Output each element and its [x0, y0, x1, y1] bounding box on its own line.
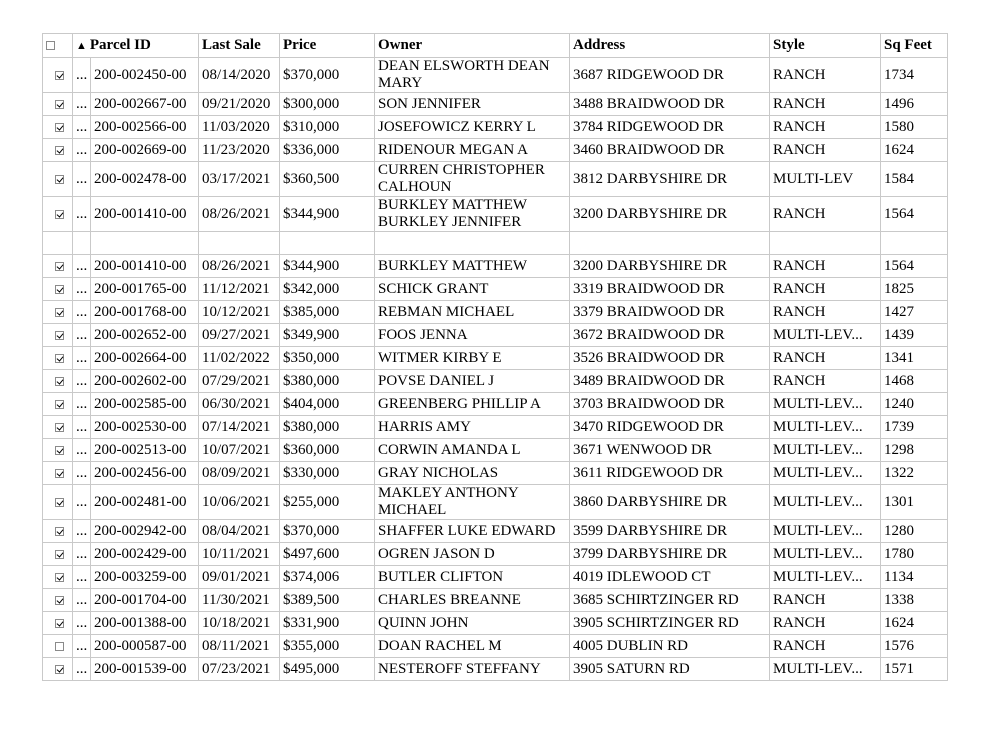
style-cell: MULTI-LEV...	[770, 416, 881, 439]
row-checkbox[interactable]	[55, 210, 64, 219]
row-menu-button[interactable]: ...	[73, 324, 91, 347]
price-cell: $344,900	[280, 255, 375, 278]
sq-feet-cell: 1571	[881, 658, 948, 681]
row-select-cell[interactable]	[43, 439, 73, 462]
owner-cell: SHAFFER LUKE EDWARD	[375, 520, 570, 543]
row-menu-button[interactable]: ...	[73, 93, 91, 116]
row-checkbox[interactable]	[55, 469, 64, 478]
price-cell: $360,000	[280, 439, 375, 462]
last-sale-cell: 09/21/2020	[199, 93, 280, 116]
owner-cell: POVSE DANIEL J	[375, 370, 570, 393]
sq-feet-cell: 1584	[881, 162, 948, 197]
row-menu-button[interactable]: ...	[73, 58, 91, 93]
row-checkbox[interactable]	[55, 550, 64, 559]
sq-feet-cell: 1341	[881, 347, 948, 370]
price-cell: $495,000	[280, 658, 375, 681]
sq-feet-cell: 1134	[881, 566, 948, 589]
row-checkbox[interactable]	[55, 377, 64, 386]
style-cell: RANCH	[770, 278, 881, 301]
style-cell: MULTI-LEV	[770, 162, 881, 197]
address-cell: 4005 DUBLIN RD	[570, 635, 770, 658]
row-select-cell[interactable]	[43, 301, 73, 324]
address-cell: 3489 BRAIDWOOD DR	[570, 370, 770, 393]
style-cell: RANCH	[770, 58, 881, 93]
parcel-id-cell: 200-002585-00	[91, 393, 199, 416]
row-checkbox[interactable]	[55, 642, 64, 651]
sq-feet-cell: 1734	[881, 58, 948, 93]
last-sale-cell: 11/23/2020	[199, 139, 280, 162]
owner-cell: BURKLEY MATTHEW BURKLEY JENNIFER	[375, 197, 570, 232]
style-cell: RANCH	[770, 589, 881, 612]
parcel-id-cell: 200-002481-00	[91, 485, 199, 520]
column-header-style[interactable]: Style	[770, 34, 881, 58]
price-cell: $255,000	[280, 485, 375, 520]
row-checkbox[interactable]	[55, 308, 64, 317]
last-sale-cell: 11/02/2022	[199, 347, 280, 370]
empty-cell	[570, 232, 770, 255]
select-all-checkbox[interactable]	[46, 41, 55, 50]
row-checkbox[interactable]	[55, 527, 64, 536]
owner-cell: DOAN RACHEL M	[375, 635, 570, 658]
style-cell: RANCH	[770, 612, 881, 635]
last-sale-cell: 03/17/2021	[199, 162, 280, 197]
owner-cell: RIDENOUR MEGAN A	[375, 139, 570, 162]
row-menu-button[interactable]: ...	[73, 462, 91, 485]
price-cell: $330,000	[280, 462, 375, 485]
parcel-id-cell: 200-002652-00	[91, 324, 199, 347]
row-select-cell[interactable]	[43, 162, 73, 197]
parcel-id-cell: 200-003259-00	[91, 566, 199, 589]
column-header-price[interactable]: Price	[280, 34, 375, 58]
table-row[interactable]	[43, 278, 948, 301]
style-cell: RANCH	[770, 301, 881, 324]
address-cell: 3379 BRAIDWOOD DR	[570, 301, 770, 324]
row-menu-button[interactable]: ...	[73, 393, 91, 416]
last-sale-cell: 10/18/2021	[199, 612, 280, 635]
owner-cell: MAKLEY ANTHONY MICHAEL	[375, 485, 570, 520]
address-cell: 3671 WENWOOD DR	[570, 439, 770, 462]
row-select-cell[interactable]	[43, 612, 73, 635]
owner-cell: GRAY NICHOLAS	[375, 462, 570, 485]
sq-feet-cell: 1496	[881, 93, 948, 116]
last-sale-cell: 09/01/2021	[199, 566, 280, 589]
sq-feet-cell: 1322	[881, 462, 948, 485]
row-menu-button[interactable]: ...	[73, 635, 91, 658]
column-header-owner[interactable]: Owner	[375, 34, 570, 58]
row-checkbox[interactable]	[55, 262, 64, 271]
sq-feet-cell: 1564	[881, 255, 948, 278]
parcel-id-cell: 200-002530-00	[91, 416, 199, 439]
row-menu-button[interactable]: ...	[73, 116, 91, 139]
sq-feet-cell: 1298	[881, 439, 948, 462]
address-cell: 4019 IDLEWOOD CT	[570, 566, 770, 589]
table-row[interactable]	[43, 301, 948, 324]
row-menu-button[interactable]: ...	[73, 139, 91, 162]
row-menu-button[interactable]: ...	[73, 589, 91, 612]
address-cell: 3526 BRAIDWOOD DR	[570, 347, 770, 370]
column-header-parcel-id[interactable]	[73, 34, 199, 58]
table-row[interactable]	[43, 439, 948, 462]
owner-cell: JOSEFOWICZ KERRY L	[375, 116, 570, 139]
style-cell: MULTI-LEV...	[770, 485, 881, 520]
row-select-cell[interactable]	[43, 635, 73, 658]
row-select-cell[interactable]	[43, 520, 73, 543]
last-sale-cell: 07/29/2021	[199, 370, 280, 393]
owner-cell: CURREN CHRISTOPHER CALHOUN	[375, 162, 570, 197]
price-cell: $380,000	[280, 416, 375, 439]
table-row[interactable]	[43, 485, 948, 520]
owner-cell: WITMER KIRBY E	[375, 347, 570, 370]
table-row[interactable]	[43, 658, 948, 681]
row-menu-button[interactable]: ...	[73, 485, 91, 520]
address-cell: 3905 SATURN RD	[570, 658, 770, 681]
row-select-cell[interactable]	[43, 485, 73, 520]
owner-cell: BUTLER CLIFTON	[375, 566, 570, 589]
price-cell: $404,000	[280, 393, 375, 416]
row-checkbox[interactable]	[55, 498, 64, 507]
style-cell: RANCH	[770, 93, 881, 116]
empty-cell	[770, 232, 881, 255]
empty-cell	[280, 232, 375, 255]
parcel-id-cell: 200-002667-00	[91, 93, 199, 116]
address-cell: 3905 SCHIRTZINGER RD	[570, 612, 770, 635]
style-cell: RANCH	[770, 635, 881, 658]
owner-cell: GREENBERG PHILLIP A	[375, 393, 570, 416]
price-cell: $497,600	[280, 543, 375, 566]
address-cell: 3470 RIDGEWOOD DR	[570, 416, 770, 439]
table-row[interactable]	[43, 255, 948, 278]
row-select-cell[interactable]	[43, 139, 73, 162]
row-checkbox[interactable]	[55, 285, 64, 294]
parcel-id-cell: 200-002942-00	[91, 520, 199, 543]
row-checkbox[interactable]	[55, 446, 64, 455]
last-sale-cell: 11/30/2021	[199, 589, 280, 612]
row-checkbox[interactable]	[55, 123, 64, 132]
row-menu-button[interactable]: ...	[73, 658, 91, 681]
parcel-id-cell: 200-002450-00	[91, 58, 199, 93]
parcel-id-cell: 200-001768-00	[91, 301, 199, 324]
owner-cell: NESTEROFF STEFFANY	[375, 658, 570, 681]
row-select-cell[interactable]	[43, 393, 73, 416]
style-cell: MULTI-LEV...	[770, 520, 881, 543]
sq-feet-cell: 1564	[881, 197, 948, 232]
row-menu-button[interactable]: ...	[73, 197, 91, 232]
row-checkbox[interactable]	[55, 400, 64, 409]
address-cell: 3460 BRAIDWOOD DR	[570, 139, 770, 162]
column-header-last-sale[interactable]: Last Sale	[199, 34, 280, 58]
empty-cell	[199, 232, 280, 255]
last-sale-cell: 06/30/2021	[199, 393, 280, 416]
parcel-id-cell: 200-002513-00	[91, 439, 199, 462]
row-select-cell[interactable]	[43, 58, 73, 93]
owner-cell: DEAN ELSWORTH DEAN MARY	[375, 58, 570, 93]
empty-cell	[43, 232, 73, 255]
row-select-cell[interactable]	[43, 197, 73, 232]
price-cell: $370,000	[280, 58, 375, 93]
style-cell: MULTI-LEV...	[770, 393, 881, 416]
last-sale-cell: 11/12/2021	[199, 278, 280, 301]
parcel-id-cell: 200-002456-00	[91, 462, 199, 485]
row-checkbox[interactable]	[55, 71, 64, 80]
last-sale-cell: 08/26/2021	[199, 255, 280, 278]
style-cell: RANCH	[770, 116, 881, 139]
table-row[interactable]	[43, 635, 948, 658]
sq-feet-cell: 1427	[881, 301, 948, 324]
sq-feet-cell: 1624	[881, 139, 948, 162]
row-menu-button[interactable]: ...	[73, 162, 91, 197]
style-cell: MULTI-LEV...	[770, 324, 881, 347]
address-cell: 3812 DARBYSHIRE DR	[570, 162, 770, 197]
price-cell: $336,000	[280, 139, 375, 162]
owner-cell: OGREN JASON D	[375, 543, 570, 566]
row-checkbox[interactable]	[55, 100, 64, 109]
row-menu-button[interactable]: ...	[73, 347, 91, 370]
address-cell: 3687 RIDGEWOOD DR	[570, 58, 770, 93]
row-checkbox[interactable]	[55, 665, 64, 674]
style-cell: MULTI-LEV...	[770, 658, 881, 681]
price-cell: $349,900	[280, 324, 375, 347]
column-header-address[interactable]: Address	[570, 34, 770, 58]
last-sale-cell: 08/09/2021	[199, 462, 280, 485]
sq-feet-cell: 1280	[881, 520, 948, 543]
row-menu-button[interactable]: ...	[73, 543, 91, 566]
sq-feet-cell: 1338	[881, 589, 948, 612]
row-select-cell[interactable]	[43, 416, 73, 439]
parcel-id-cell: 200-001539-00	[91, 658, 199, 681]
sq-feet-cell: 1468	[881, 370, 948, 393]
sq-feet-cell: 1301	[881, 485, 948, 520]
owner-cell: SCHICK GRANT	[375, 278, 570, 301]
last-sale-cell: 07/14/2021	[199, 416, 280, 439]
address-cell: 3599 DARBYSHIRE DR	[570, 520, 770, 543]
price-cell: $344,900	[280, 197, 375, 232]
row-select-cell[interactable]	[43, 543, 73, 566]
row-checkbox[interactable]	[55, 175, 64, 184]
sq-feet-cell: 1624	[881, 612, 948, 635]
sq-feet-cell: 1439	[881, 324, 948, 347]
style-cell: RANCH	[770, 197, 881, 232]
sq-feet-cell: 1825	[881, 278, 948, 301]
table-row[interactable]	[43, 347, 948, 370]
address-cell: 3200 DARBYSHIRE DR	[570, 255, 770, 278]
row-select-cell[interactable]	[43, 658, 73, 681]
table-row[interactable]	[43, 543, 948, 566]
owner-cell: BURKLEY MATTHEW	[375, 255, 570, 278]
select-all-cell[interactable]	[43, 34, 73, 58]
style-cell: MULTI-LEV...	[770, 543, 881, 566]
sq-feet-cell: 1739	[881, 416, 948, 439]
last-sale-cell: 08/04/2021	[199, 520, 280, 543]
sq-feet-cell: 1780	[881, 543, 948, 566]
sq-feet-cell: 1240	[881, 393, 948, 416]
row-menu-button[interactable]: ...	[73, 301, 91, 324]
last-sale-cell: 08/14/2020	[199, 58, 280, 93]
price-cell: $350,000	[280, 347, 375, 370]
row-menu-button[interactable]: ...	[73, 278, 91, 301]
empty-cell	[881, 232, 948, 255]
address-cell: 3200 DARBYSHIRE DR	[570, 197, 770, 232]
price-cell: $300,000	[280, 93, 375, 116]
sq-feet-cell: 1576	[881, 635, 948, 658]
table-row[interactable]	[43, 612, 948, 635]
address-cell: 3488 BRAIDWOOD DR	[570, 93, 770, 116]
parcel-id-cell: 200-002478-00	[91, 162, 199, 197]
parcel-id-cell: 200-001765-00	[91, 278, 199, 301]
owner-cell: CORWIN AMANDA L	[375, 439, 570, 462]
row-menu-button[interactable]: ...	[73, 255, 91, 278]
owner-cell: SON JENNIFER	[375, 93, 570, 116]
address-cell: 3611 RIDGEWOOD DR	[570, 462, 770, 485]
last-sale-cell: 08/11/2021	[199, 635, 280, 658]
row-menu-button[interactable]: ...	[73, 439, 91, 462]
table-row[interactable]	[43, 520, 948, 543]
row-menu-button[interactable]: ...	[73, 612, 91, 635]
row-select-cell[interactable]	[43, 589, 73, 612]
row-select-cell[interactable]	[43, 93, 73, 116]
owner-cell: REBMAN MICHAEL	[375, 301, 570, 324]
table-row[interactable]	[43, 462, 948, 485]
style-cell: RANCH	[770, 370, 881, 393]
address-cell: 3685 SCHIRTZINGER RD	[570, 589, 770, 612]
header-row	[43, 34, 948, 58]
row-checkbox[interactable]	[55, 619, 64, 628]
price-cell: $389,500	[280, 589, 375, 612]
owner-cell: QUINN JOHN	[375, 612, 570, 635]
row-checkbox[interactable]	[55, 596, 64, 605]
row-select-cell[interactable]	[43, 347, 73, 370]
style-cell: MULTI-LEV...	[770, 566, 881, 589]
price-cell: $385,000	[280, 301, 375, 324]
parcel-id-cell: 200-002566-00	[91, 116, 199, 139]
row-checkbox[interactable]	[55, 573, 64, 582]
row-select-cell[interactable]	[43, 116, 73, 139]
table-row[interactable]	[43, 589, 948, 612]
row-select-cell[interactable]	[43, 324, 73, 347]
style-cell: RANCH	[770, 139, 881, 162]
last-sale-cell: 10/07/2021	[199, 439, 280, 462]
style-cell: MULTI-LEV...	[770, 462, 881, 485]
parcel-id-cell: 200-000587-00	[91, 635, 199, 658]
row-select-cell[interactable]	[43, 255, 73, 278]
price-cell: $360,500	[280, 162, 375, 197]
row-checkbox[interactable]	[55, 331, 64, 340]
last-sale-cell: 10/12/2021	[199, 301, 280, 324]
price-cell: $342,000	[280, 278, 375, 301]
row-select-cell[interactable]	[43, 278, 73, 301]
style-cell: MULTI-LEV...	[770, 439, 881, 462]
table-row[interactable]	[43, 370, 948, 393]
last-sale-cell: 07/23/2021	[199, 658, 280, 681]
row-menu-button[interactable]: ...	[73, 370, 91, 393]
empty-cell	[375, 232, 570, 255]
parcel-id-cell: 200-002664-00	[91, 347, 199, 370]
sort-ascending-icon[interactable]: ▲	[76, 39, 87, 52]
parcel-id-cell: 200-001410-00	[91, 255, 199, 278]
address-cell: 3672 BRAIDWOOD DR	[570, 324, 770, 347]
parcel-sales-table	[42, 33, 948, 681]
parcel-id-cell: 200-002429-00	[91, 543, 199, 566]
table-row[interactable]	[43, 416, 948, 439]
table-row[interactable]	[43, 393, 948, 416]
price-cell: $370,000	[280, 520, 375, 543]
parcel-id-cell: 200-001410-00	[91, 197, 199, 232]
last-sale-cell: 10/06/2021	[199, 485, 280, 520]
price-cell: $355,000	[280, 635, 375, 658]
row-menu-button[interactable]: ...	[73, 566, 91, 589]
parcel-id-cell: 200-001388-00	[91, 612, 199, 635]
parcel-id-cell: 200-002669-00	[91, 139, 199, 162]
row-menu-button[interactable]: ...	[73, 520, 91, 543]
price-cell: $374,006	[280, 566, 375, 589]
table-row[interactable]	[43, 93, 948, 116]
last-sale-cell: 08/26/2021	[199, 197, 280, 232]
last-sale-cell: 09/27/2021	[199, 324, 280, 347]
empty-cell	[91, 232, 199, 255]
parcel-id-cell: 200-001704-00	[91, 589, 199, 612]
table-row[interactable]	[43, 162, 948, 197]
row-select-cell[interactable]	[43, 566, 73, 589]
last-sale-cell: 11/03/2020	[199, 116, 280, 139]
address-cell: 3319 BRAIDWOOD DR	[570, 278, 770, 301]
row-checkbox[interactable]	[55, 146, 64, 155]
owner-cell: HARRIS AMY	[375, 416, 570, 439]
row-select-cell[interactable]	[43, 370, 73, 393]
table-row[interactable]	[43, 116, 948, 139]
table-row[interactable]	[43, 566, 948, 589]
column-header-sq-feet[interactable]: Sq Feet	[881, 34, 948, 58]
price-cell: $310,000	[280, 116, 375, 139]
price-cell: $331,900	[280, 612, 375, 635]
address-cell: 3799 DARBYSHIRE DR	[570, 543, 770, 566]
sq-feet-cell: 1580	[881, 116, 948, 139]
table-row[interactable]	[43, 58, 948, 93]
empty-cell	[73, 232, 91, 255]
style-cell: RANCH	[770, 255, 881, 278]
address-cell: 3860 DARBYSHIRE DR	[570, 485, 770, 520]
owner-cell: FOOS JENNA	[375, 324, 570, 347]
table-row[interactable]	[43, 324, 948, 347]
parcel-id-cell: 200-002602-00	[91, 370, 199, 393]
row-select-cell[interactable]	[43, 462, 73, 485]
owner-cell: CHARLES BREANNE	[375, 589, 570, 612]
price-cell: $380,000	[280, 370, 375, 393]
group-separator-row	[43, 232, 948, 255]
address-cell: 3703 BRAIDWOOD DR	[570, 393, 770, 416]
row-menu-button[interactable]: ...	[73, 416, 91, 439]
table-row[interactable]	[43, 139, 948, 162]
row-checkbox[interactable]	[55, 423, 64, 432]
column-header-label: Parcel ID	[89, 36, 151, 53]
row-checkbox[interactable]	[55, 354, 64, 363]
address-cell: 3784 RIDGEWOOD DR	[570, 116, 770, 139]
last-sale-cell: 10/11/2021	[199, 543, 280, 566]
style-cell: RANCH	[770, 347, 881, 370]
table-row[interactable]	[43, 197, 948, 232]
